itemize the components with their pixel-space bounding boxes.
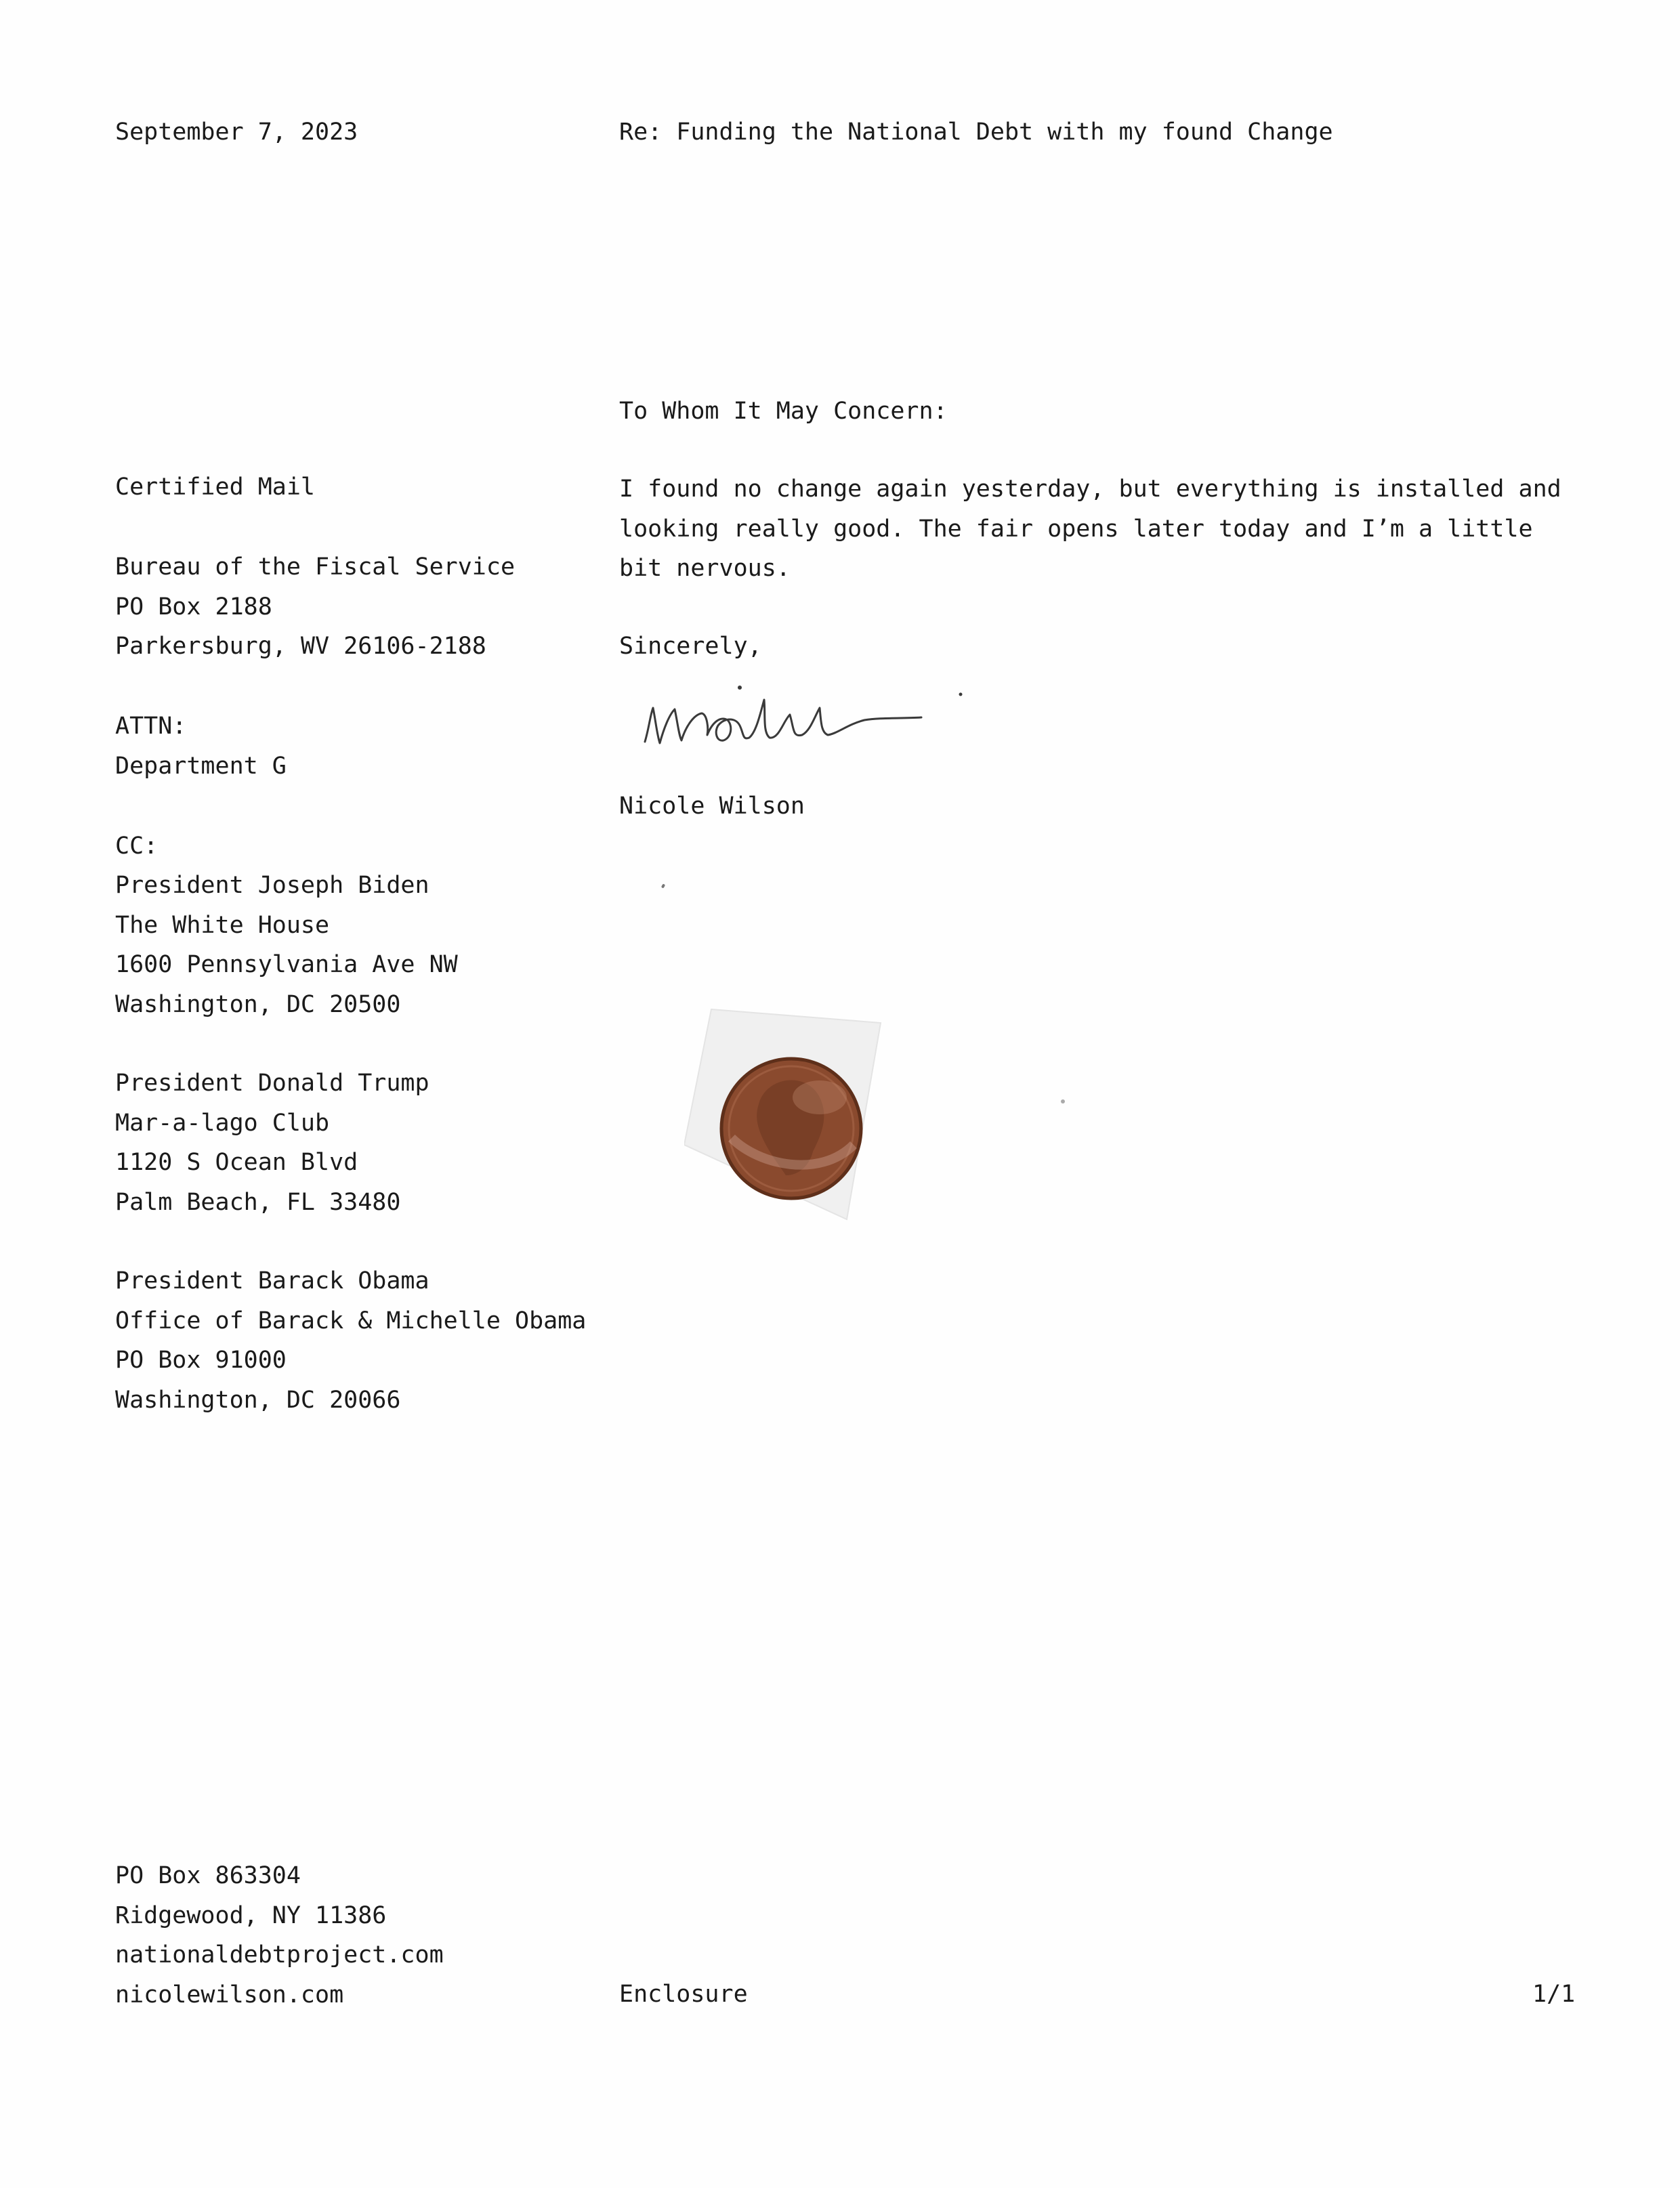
address-line: Washington, DC 20066 — [115, 1386, 401, 1414]
address-line: President Joseph Biden — [115, 872, 429, 899]
paper-speck — [661, 883, 665, 888]
address-line: The White House — [115, 911, 330, 939]
address-line: Office of Barack & Michelle Obama — [115, 1307, 587, 1334]
address-line: Bureau of the Fiscal Service — [115, 553, 516, 581]
recipient-address — [115, 547, 515, 667]
attention-block — [115, 707, 287, 786]
cc-label: CC: — [115, 833, 159, 860]
address-line: Mar-a-lago Club — [115, 1109, 330, 1137]
letter-date: September 7, 2023 — [115, 119, 358, 146]
address-line: President Barack Obama — [115, 1267, 429, 1295]
mail-type: Certified Mail — [115, 474, 316, 501]
address-line: Parkersburg, WV 26106-2188 — [115, 633, 486, 660]
address-line: PO Box 863304 — [115, 1862, 301, 1889]
address-line: 1600 Pennsylvania Ave NW — [115, 951, 458, 978]
handwritten-signature — [637, 667, 975, 769]
closing: Sincerely, — [619, 633, 762, 660]
website-line: nicolewilson.com — [115, 1981, 344, 2008]
address-line: PO Box 2188 — [115, 593, 272, 620]
letter-body — [619, 469, 1581, 589]
enclosure-note: Enclosure — [619, 1981, 748, 2008]
paper-speck — [1061, 1099, 1065, 1103]
taped-penny-enclosure — [684, 1003, 887, 1226]
website-line: nationaldebtproject.com — [115, 1941, 444, 1969]
cc-address-obama — [115, 1261, 586, 1420]
attn-label: ATTN: — [115, 713, 187, 740]
signer-name: Nicole Wilson — [619, 793, 805, 820]
body-line: I found no change again yesterday, but everything is installed and — [619, 476, 1561, 503]
address-line: Washington, DC 20500 — [115, 990, 401, 1018]
address-line: President Donald Trump — [115, 1070, 429, 1097]
salutation: To Whom It May Concern: — [619, 398, 948, 425]
address-line: Palm Beach, FL 33480 — [115, 1188, 401, 1216]
cc-address-biden — [115, 866, 458, 1024]
sender-address — [115, 1856, 444, 2015]
page-number: 1/1 — [1532, 1981, 1576, 2008]
address-line: PO Box 91000 — [115, 1347, 287, 1374]
body-line: looking really good. The fair opens later today and I’m a little — [619, 515, 1533, 543]
attn-value: Department G — [115, 752, 287, 780]
address-line: 1120 S Ocean Blvd — [115, 1149, 358, 1176]
letter-subject: Re: Funding the National Debt with my found Change — [619, 119, 1333, 146]
body-line: bit nervous. — [619, 555, 791, 582]
cc-address-trump — [115, 1064, 429, 1222]
address-line: Ridgewood, NY 11386 — [115, 1901, 387, 1929]
